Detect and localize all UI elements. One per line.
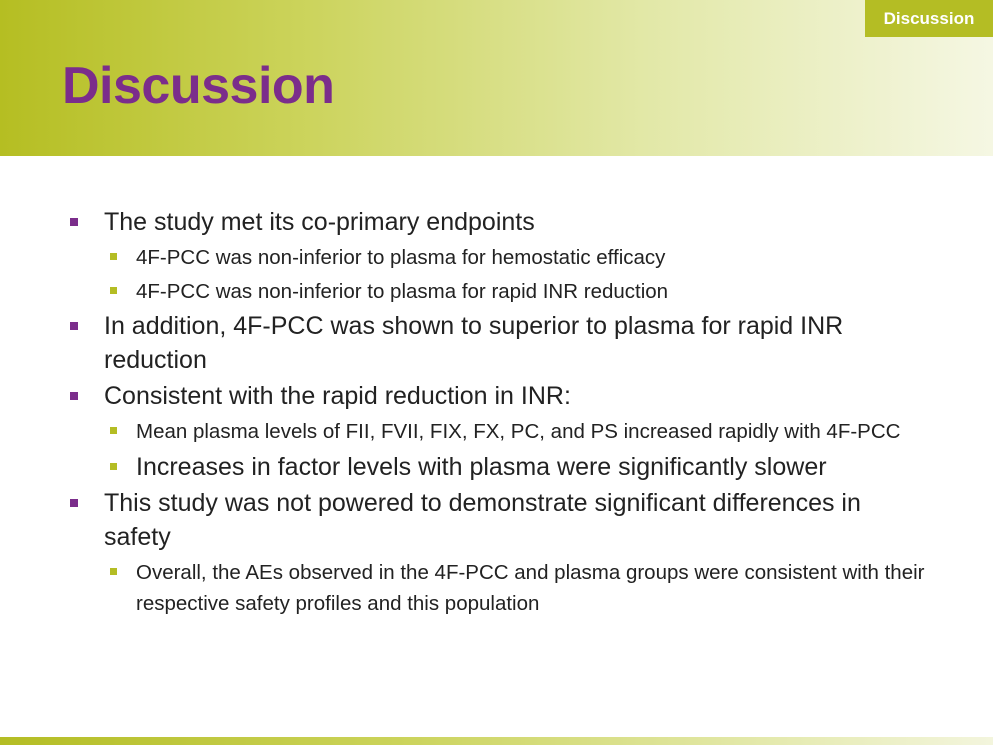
square-bullet-icon xyxy=(70,218,78,226)
square-bullet-icon xyxy=(110,253,117,260)
sub-bullet-item xyxy=(66,242,926,273)
footer-bar xyxy=(0,737,993,745)
sub-bullet-item xyxy=(66,416,926,447)
bullet-text: Increases in factor levels with plasma were significantly slower xyxy=(136,453,827,481)
bullet-text: 4F-PCC was non-inferior to plasma for rapid INR reduction xyxy=(136,280,669,303)
bullet-list xyxy=(66,203,926,619)
square-bullet-icon xyxy=(70,392,78,400)
bullet-text: Mean plasma levels of FII, FVII, FIX, FX, PC, and PS increased rapidly with 4F-PCC xyxy=(136,420,901,443)
sub-bullet-item xyxy=(66,557,926,619)
square-bullet-icon xyxy=(70,499,78,507)
bullet-text: 4F-PCC was non-inferior to plasma for hemostatic efficacy xyxy=(136,246,666,269)
bullet-text: Consistent with the rapid reduction in INR: xyxy=(104,382,571,410)
bullet-item xyxy=(66,379,926,413)
square-bullet-icon xyxy=(110,427,117,434)
sub-bullet-item xyxy=(66,276,926,307)
square-bullet-icon xyxy=(110,568,117,575)
bullet-item xyxy=(66,309,926,377)
bullet-text: This study was not powered to demonstrate significant differences in safety xyxy=(104,489,861,551)
sub-bullet-item xyxy=(66,450,926,484)
bullet-text: In addition, 4F-PCC was shown to superior to plasma for rapid INR reduction xyxy=(104,312,844,374)
square-bullet-icon xyxy=(110,463,117,470)
bullet-item xyxy=(66,486,926,554)
bullet-item xyxy=(66,205,926,239)
square-bullet-icon xyxy=(70,322,78,330)
slide-title: Discussion xyxy=(62,57,335,115)
bullet-text: Overall, the AEs observed in the 4F-PCC and plasma groups were consistent with their respective safety profiles and this population xyxy=(136,561,925,615)
bullet-text: The study met its co-primary endpoints xyxy=(104,208,535,236)
square-bullet-icon xyxy=(110,287,117,294)
section-tag: Discussion xyxy=(865,0,993,37)
